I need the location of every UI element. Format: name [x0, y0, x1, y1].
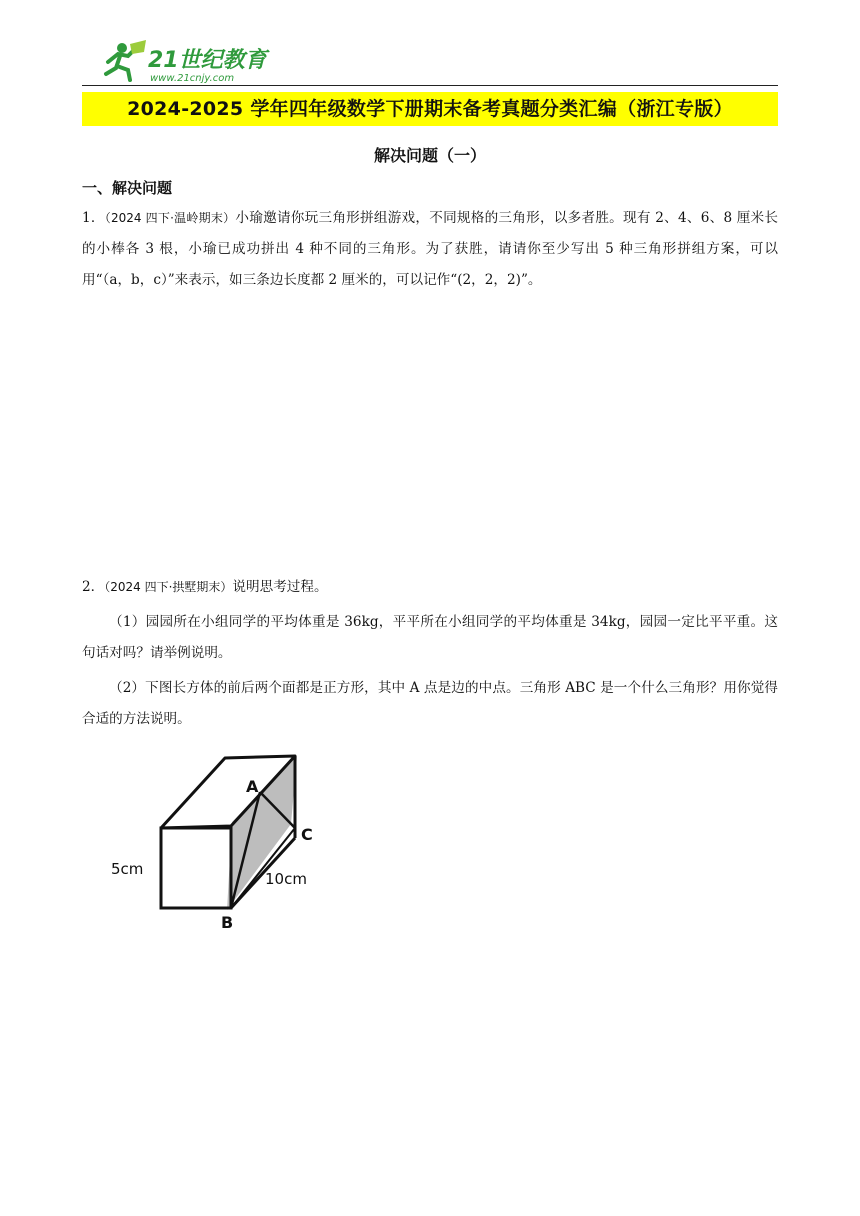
question-text: 小瑜邀请你玩三角形拼组游戏，不同规格的三角形，以多者胜。现有 2、4、6、8 厘米长的小棒各 3 根，小瑜已成功拼出 4 种不同的三角形。为了获胜，请请你至少写出 5 种三角形拼组方案，可以用“（a，b，c）”来表示，如三条边长度都 2 厘米的，可以记作“(2，2，2)”。: [82, 210, 778, 288]
question-2-part-1: （1）园园所在小组同学的平均体重是 36kg，平平所在小组同学的平均体重是 34kg，园园一定比平平重。这句话对吗？请举例说明。: [82, 614, 778, 661]
question-number: 2．: [82, 579, 105, 595]
question-number: 1．: [82, 210, 105, 226]
length-dimension-label: 10cm: [265, 870, 307, 888]
site-logo: [100, 40, 280, 86]
cuboid-front-face: [161, 828, 231, 908]
cuboid-figure: [105, 748, 335, 938]
point-c-label: C: [301, 825, 313, 844]
point-a-label: A: [246, 777, 259, 796]
header-divider: [82, 85, 778, 86]
logo-url: www.21cnjy.com: [150, 73, 235, 84]
question-source: （2024 四下·拱墅期末）: [104, 580, 233, 594]
runner-logo-icon: [106, 40, 146, 80]
question-1: [82, 203, 778, 296]
height-dimension-label: 5cm: [111, 860, 144, 878]
question-2: [82, 572, 778, 735]
question-2-intro: [82, 572, 778, 603]
question-1-body: [82, 203, 778, 296]
page-subtitle: 解决问题（一）: [373, 146, 486, 165]
question-2-part-2: （2）下图长方体的前后两个面都是正方形，其中 A 点是边的中点。三角形 ABC 是一个什么三角形？用你觉得合适的方法说明。: [82, 680, 778, 727]
section-heading: 一、解决问题: [82, 179, 173, 197]
point-b-label: B: [221, 913, 234, 932]
question-source: （2024 四下·温岭期末）: [104, 211, 236, 225]
question-text: 说明思考过程。: [232, 579, 328, 595]
document-title: 2024-2025 学年四年级数学下册期末备考真题分类汇编（浙江专版）: [82, 92, 778, 126]
logo-text: 21世纪教育: [148, 48, 267, 73]
